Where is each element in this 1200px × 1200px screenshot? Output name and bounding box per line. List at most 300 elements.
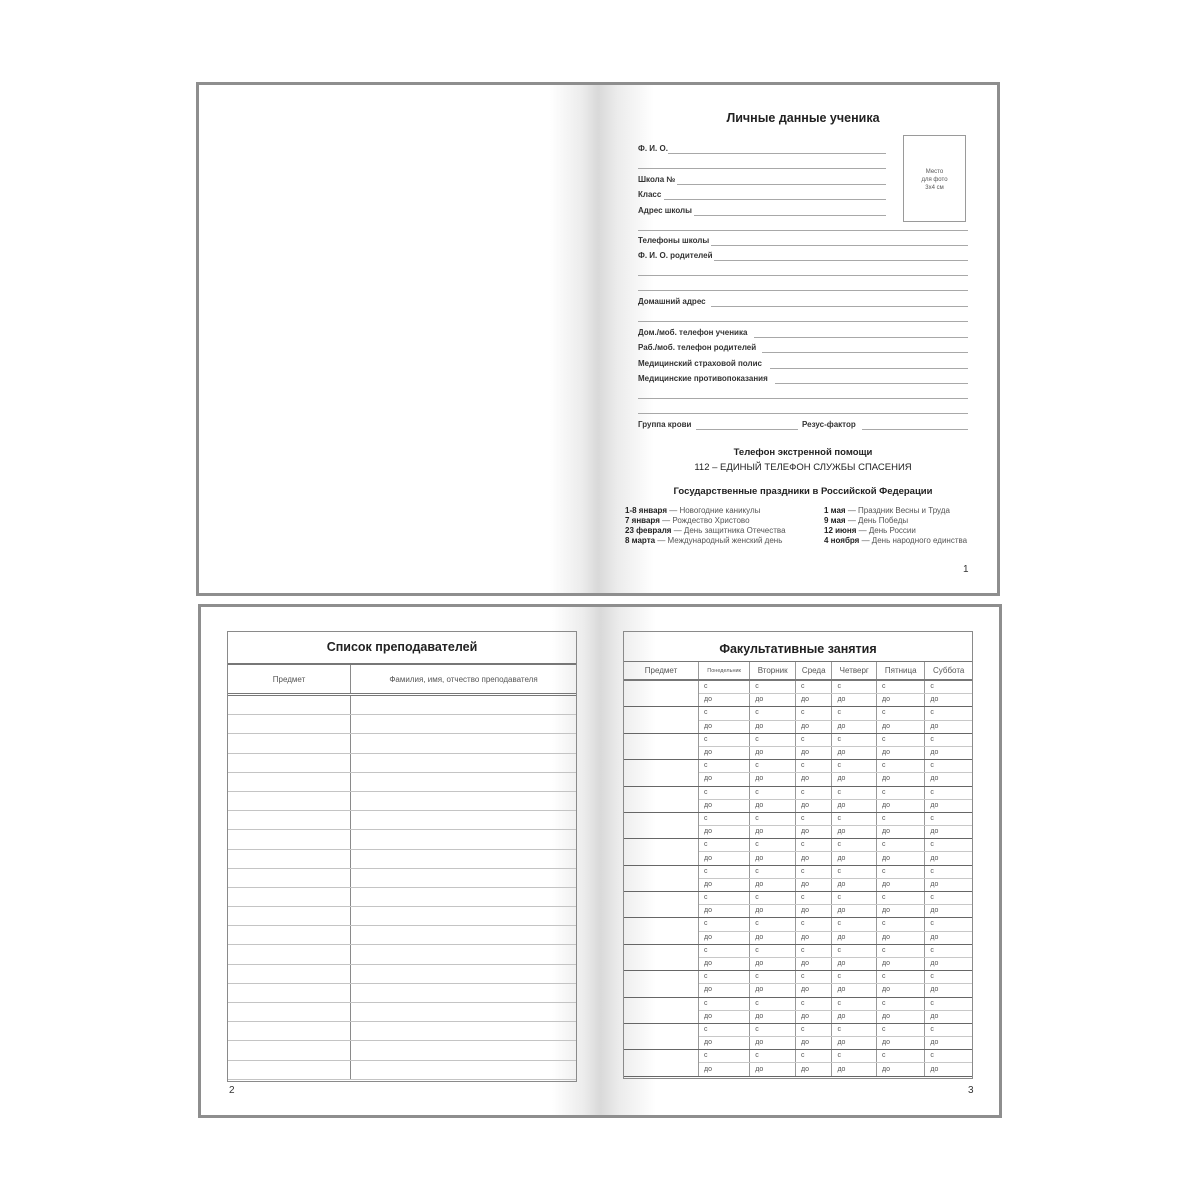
time-from-cell[interactable]: с xyxy=(925,944,972,957)
input-line-rh-factor[interactable] xyxy=(862,429,968,430)
time-from-cell[interactable]: с xyxy=(925,786,972,799)
elective-subject-cell[interactable] xyxy=(624,707,699,733)
time-to-cell[interactable]: до xyxy=(796,720,832,733)
time-to-cell[interactable]: до xyxy=(832,694,877,707)
time-to-cell[interactable]: до xyxy=(877,720,925,733)
teachers-row xyxy=(228,811,576,830)
time-to-cell[interactable]: до xyxy=(750,746,796,759)
subject-cell[interactable] xyxy=(228,1022,351,1041)
time-to-cell[interactable]: до xyxy=(925,720,972,733)
elective-subject-cell[interactable] xyxy=(624,997,699,1023)
time-to-cell[interactable]: до xyxy=(750,984,796,997)
elective-row-from xyxy=(624,839,972,852)
time-from-cell[interactable]: с xyxy=(877,707,925,720)
input-line-parents-fio[interactable] xyxy=(714,260,968,261)
time-to-cell[interactable]: до xyxy=(699,694,750,707)
time-to-cell[interactable]: до xyxy=(832,957,877,970)
subject-cell[interactable] xyxy=(228,907,351,926)
elective-row-from xyxy=(624,733,972,746)
input-line-parents-phone[interactable] xyxy=(762,352,968,353)
input-line[interactable] xyxy=(638,290,968,291)
elective-subject-cell[interactable] xyxy=(624,760,699,786)
time-to-cell[interactable]: до xyxy=(832,746,877,759)
time-to-cell[interactable]: до xyxy=(750,852,796,865)
time-to-cell[interactable]: до xyxy=(832,1037,877,1050)
input-line-contraindications[interactable] xyxy=(775,383,968,384)
input-line-home-address[interactable] xyxy=(711,306,968,307)
time-from-cell[interactable]: с xyxy=(832,1050,877,1063)
time-from-cell[interactable]: с xyxy=(750,707,796,720)
input-line-school-phones[interactable] xyxy=(711,245,968,246)
time-to-cell[interactable]: до xyxy=(699,773,750,786)
time-to-cell[interactable]: до xyxy=(796,1063,832,1076)
time-from-cell[interactable]: с xyxy=(832,1023,877,1036)
teacher-name-cell[interactable] xyxy=(351,753,577,772)
time-to-cell[interactable]: до xyxy=(925,1063,972,1076)
time-from-cell[interactable]: с xyxy=(796,918,832,931)
elective-row-from xyxy=(624,944,972,957)
elective-row-from xyxy=(624,918,972,931)
teacher-name-cell[interactable] xyxy=(351,1003,577,1022)
time-to-cell[interactable]: до xyxy=(699,746,750,759)
column-header-subject: Предмет xyxy=(228,665,351,695)
time-to-cell[interactable]: до xyxy=(877,773,925,786)
time-from-cell[interactable]: с xyxy=(796,812,832,825)
time-to-cell[interactable]: до xyxy=(699,799,750,812)
subject-cell[interactable] xyxy=(228,964,351,983)
time-from-cell[interactable]: с xyxy=(750,839,796,852)
input-line-fio[interactable] xyxy=(668,153,886,154)
time-from-cell[interactable]: с xyxy=(877,760,925,773)
subject-cell[interactable] xyxy=(228,1041,351,1060)
teachers-table-frame xyxy=(227,631,577,1082)
time-from-cell[interactable]: с xyxy=(832,812,877,825)
time-from-cell[interactable]: с xyxy=(925,733,972,746)
time-to-cell[interactable]: до xyxy=(925,799,972,812)
label-school-no: Школа № xyxy=(638,175,676,184)
time-from-cell[interactable]: с xyxy=(699,997,750,1010)
time-to-cell[interactable]: до xyxy=(925,905,972,918)
time-to-cell[interactable]: до xyxy=(699,1037,750,1050)
subject-cell[interactable] xyxy=(228,926,351,945)
time-from-cell[interactable]: с xyxy=(796,1023,832,1036)
elective-subject-cell[interactable] xyxy=(624,839,699,865)
time-from-cell[interactable]: с xyxy=(796,944,832,957)
time-to-cell[interactable]: до xyxy=(699,826,750,839)
time-to-cell[interactable]: до xyxy=(750,799,796,812)
subject-cell[interactable] xyxy=(228,734,351,753)
teacher-name-cell[interactable] xyxy=(351,1060,577,1079)
elective-subject-cell[interactable] xyxy=(624,944,699,970)
time-from-cell[interactable]: с xyxy=(832,892,877,905)
time-from-cell[interactable]: с xyxy=(877,1023,925,1036)
teacher-name-cell[interactable] xyxy=(351,1041,577,1060)
time-from-cell[interactable]: с xyxy=(699,865,750,878)
subject-cell[interactable] xyxy=(228,945,351,964)
time-from-cell[interactable]: с xyxy=(877,680,925,694)
teacher-name-cell[interactable] xyxy=(351,849,577,868)
time-to-cell[interactable]: до xyxy=(796,826,832,839)
teacher-name-cell[interactable] xyxy=(351,734,577,753)
time-from-cell[interactable]: с xyxy=(832,707,877,720)
time-from-cell[interactable]: с xyxy=(699,1023,750,1036)
teachers-table xyxy=(228,665,576,1080)
time-to-cell[interactable]: до xyxy=(796,984,832,997)
teacher-name-cell[interactable] xyxy=(351,945,577,964)
time-to-cell[interactable]: до xyxy=(832,931,877,944)
teachers-row xyxy=(228,1041,576,1060)
time-to-cell[interactable]: до xyxy=(699,878,750,891)
time-to-cell[interactable]: до xyxy=(832,878,877,891)
time-to-cell[interactable]: до xyxy=(750,1063,796,1076)
time-from-cell[interactable]: с xyxy=(925,997,972,1010)
time-from-cell[interactable]: с xyxy=(796,892,832,905)
time-to-cell[interactable]: до xyxy=(796,1010,832,1023)
time-to-cell[interactable]: до xyxy=(832,1063,877,1076)
time-from-cell[interactable]: с xyxy=(832,918,877,931)
time-to-cell[interactable]: до xyxy=(877,1037,925,1050)
input-line[interactable] xyxy=(638,398,968,399)
time-to-cell[interactable]: до xyxy=(832,773,877,786)
time-to-cell[interactable]: до xyxy=(877,694,925,707)
teacher-name-cell[interactable] xyxy=(351,811,577,830)
time-to-cell[interactable]: до xyxy=(925,1010,972,1023)
time-to-cell[interactable]: до xyxy=(877,852,925,865)
time-from-cell[interactable]: с xyxy=(750,1023,796,1036)
time-from-cell[interactable]: с xyxy=(699,812,750,825)
time-from-cell[interactable]: с xyxy=(699,1050,750,1063)
time-from-cell[interactable]: с xyxy=(796,733,832,746)
time-to-cell[interactable]: до xyxy=(796,905,832,918)
elective-row-from xyxy=(624,812,972,825)
time-from-cell[interactable]: с xyxy=(699,971,750,984)
column-header-wednesday: Среда xyxy=(796,662,832,680)
time-from-cell[interactable]: с xyxy=(877,1050,925,1063)
time-to-cell[interactable]: до xyxy=(796,957,832,970)
label-insurance: Медицинский страховой полис xyxy=(638,359,762,368)
teacher-name-cell[interactable] xyxy=(351,830,577,849)
photo-placeholder xyxy=(903,135,966,222)
teachers-row xyxy=(228,830,576,849)
time-to-cell[interactable]: до xyxy=(750,1037,796,1050)
time-from-cell[interactable]: с xyxy=(832,680,877,694)
elective-row-from xyxy=(624,892,972,905)
time-from-cell[interactable]: с xyxy=(796,839,832,852)
column-header-subject: Предмет xyxy=(624,662,699,680)
teacher-name-cell[interactable] xyxy=(351,772,577,791)
subject-cell[interactable] xyxy=(228,1003,351,1022)
time-from-cell[interactable]: с xyxy=(750,892,796,905)
input-line-school-address[interactable] xyxy=(694,215,886,216)
time-from-cell[interactable]: с xyxy=(925,839,972,852)
time-to-cell[interactable]: до xyxy=(750,957,796,970)
time-from-cell[interactable]: с xyxy=(796,971,832,984)
input-line[interactable] xyxy=(638,275,968,276)
label-school-address: Адрес школы xyxy=(638,206,692,215)
time-to-cell[interactable]: до xyxy=(750,826,796,839)
column-header-monday: Понедельник xyxy=(699,662,750,680)
time-from-cell[interactable]: с xyxy=(832,971,877,984)
time-to-cell[interactable]: до xyxy=(877,746,925,759)
teacher-name-cell[interactable] xyxy=(351,695,577,715)
time-from-cell[interactable]: с xyxy=(877,865,925,878)
subject-cell[interactable] xyxy=(228,695,351,715)
time-to-cell[interactable]: до xyxy=(832,799,877,812)
time-from-cell[interactable]: с xyxy=(750,865,796,878)
time-from-cell[interactable]: с xyxy=(877,812,925,825)
time-to-cell[interactable]: до xyxy=(832,984,877,997)
time-from-cell[interactable]: с xyxy=(699,760,750,773)
time-to-cell[interactable]: до xyxy=(750,878,796,891)
elective-subject-cell[interactable] xyxy=(624,1023,699,1049)
subject-cell[interactable] xyxy=(228,715,351,734)
time-to-cell[interactable]: до xyxy=(750,720,796,733)
time-to-cell[interactable]: до xyxy=(796,746,832,759)
elective-subject-cell[interactable] xyxy=(624,918,699,944)
page-number: 1 xyxy=(963,564,969,575)
time-to-cell[interactable]: до xyxy=(832,1010,877,1023)
time-to-cell[interactable]: до xyxy=(699,931,750,944)
input-line[interactable] xyxy=(638,230,968,231)
label-fio: Ф. И. О. xyxy=(638,144,668,153)
time-to-cell[interactable]: до xyxy=(925,878,972,891)
time-from-cell[interactable]: с xyxy=(750,812,796,825)
time-from-cell[interactable]: с xyxy=(877,733,925,746)
page-title: Личные данные ученика xyxy=(726,111,880,125)
time-from-cell[interactable]: с xyxy=(925,707,972,720)
time-from-cell[interactable]: с xyxy=(925,892,972,905)
time-to-cell[interactable]: до xyxy=(877,826,925,839)
holiday-item: 1 мая — Праздник Весны и Труда xyxy=(824,506,950,515)
time-from-cell[interactable]: с xyxy=(699,733,750,746)
time-to-cell[interactable]: до xyxy=(877,931,925,944)
time-to-cell[interactable]: до xyxy=(750,931,796,944)
elective-subject-cell[interactable] xyxy=(624,865,699,891)
elective-row-from xyxy=(624,971,972,984)
time-to-cell[interactable]: до xyxy=(796,694,832,707)
input-line-student-phone[interactable] xyxy=(754,337,968,338)
teachers-row xyxy=(228,945,576,964)
time-from-cell[interactable]: с xyxy=(796,760,832,773)
input-line[interactable] xyxy=(638,321,968,322)
time-from-cell[interactable]: с xyxy=(750,733,796,746)
time-from-cell[interactable]: с xyxy=(832,760,877,773)
time-from-cell[interactable]: с xyxy=(796,997,832,1010)
time-from-cell[interactable]: с xyxy=(877,918,925,931)
time-to-cell[interactable]: до xyxy=(750,694,796,707)
time-from-cell[interactable]: с xyxy=(796,680,832,694)
time-from-cell[interactable]: с xyxy=(832,865,877,878)
teacher-name-cell[interactable] xyxy=(351,926,577,945)
time-from-cell[interactable]: с xyxy=(925,971,972,984)
time-from-cell[interactable]: с xyxy=(877,786,925,799)
time-from-cell[interactable]: с xyxy=(925,680,972,694)
elective-subject-cell[interactable] xyxy=(624,812,699,838)
time-to-cell[interactable]: до xyxy=(925,931,972,944)
time-from-cell[interactable]: с xyxy=(699,839,750,852)
teacher-name-cell[interactable] xyxy=(351,964,577,983)
time-to-cell[interactable]: до xyxy=(699,720,750,733)
time-to-cell[interactable]: до xyxy=(832,720,877,733)
time-from-cell[interactable]: с xyxy=(877,892,925,905)
electives-table xyxy=(624,662,972,1077)
subject-cell[interactable] xyxy=(228,1060,351,1079)
time-from-cell[interactable]: с xyxy=(796,707,832,720)
time-from-cell[interactable]: с xyxy=(750,918,796,931)
input-line-school-no[interactable] xyxy=(677,184,886,185)
label-parents-phone: Раб./моб. телефон родителей xyxy=(638,343,757,352)
spread-top xyxy=(196,82,1000,596)
time-from-cell[interactable]: с xyxy=(796,1050,832,1063)
time-to-cell[interactable]: до xyxy=(925,746,972,759)
teachers-row xyxy=(228,983,576,1002)
time-to-cell[interactable]: до xyxy=(750,1010,796,1023)
elective-subject-cell[interactable] xyxy=(624,971,699,997)
time-from-cell[interactable]: с xyxy=(925,918,972,931)
time-from-cell[interactable]: с xyxy=(925,760,972,773)
subject-cell[interactable] xyxy=(228,811,351,830)
input-line[interactable] xyxy=(638,413,968,414)
time-to-cell[interactable]: до xyxy=(699,984,750,997)
time-to-cell[interactable]: до xyxy=(925,984,972,997)
holidays-title: Государственные праздники в Российской Федерации xyxy=(673,486,933,497)
time-from-cell[interactable]: с xyxy=(832,944,877,957)
time-from-cell[interactable]: с xyxy=(750,971,796,984)
time-to-cell[interactable]: до xyxy=(925,773,972,786)
teachers-row xyxy=(228,964,576,983)
time-to-cell[interactable]: до xyxy=(877,957,925,970)
time-from-cell[interactable]: с xyxy=(832,839,877,852)
subject-cell[interactable] xyxy=(228,887,351,906)
time-to-cell[interactable]: до xyxy=(925,826,972,839)
subject-cell[interactable] xyxy=(228,830,351,849)
input-line-insurance[interactable] xyxy=(770,368,968,369)
input-line-blood-group[interactable] xyxy=(696,429,798,430)
time-to-cell[interactable]: до xyxy=(796,852,832,865)
teacher-name-cell[interactable] xyxy=(351,887,577,906)
time-from-cell[interactable]: с xyxy=(877,944,925,957)
teachers-row xyxy=(228,1022,576,1041)
time-from-cell[interactable]: с xyxy=(877,971,925,984)
time-to-cell[interactable]: до xyxy=(832,905,877,918)
time-from-cell[interactable]: с xyxy=(832,786,877,799)
elective-subject-cell[interactable] xyxy=(624,892,699,918)
holiday-item: 1-8 января — Новогодние каникулы xyxy=(625,506,761,515)
time-to-cell[interactable]: до xyxy=(925,694,972,707)
time-from-cell[interactable]: с xyxy=(877,839,925,852)
teachers-row xyxy=(228,772,576,791)
time-to-cell[interactable]: до xyxy=(925,957,972,970)
time-from-cell[interactable]: с xyxy=(699,680,750,694)
subject-cell[interactable] xyxy=(228,772,351,791)
time-to-cell[interactable]: до xyxy=(796,773,832,786)
page-blank xyxy=(199,85,598,593)
time-from-cell[interactable]: с xyxy=(750,944,796,957)
time-from-cell[interactable]: с xyxy=(877,997,925,1010)
time-to-cell[interactable]: до xyxy=(796,799,832,812)
teacher-name-cell[interactable] xyxy=(351,983,577,1002)
subject-cell[interactable] xyxy=(228,983,351,1002)
elective-subject-cell[interactable] xyxy=(624,786,699,812)
time-to-cell[interactable]: до xyxy=(925,1037,972,1050)
time-to-cell[interactable]: до xyxy=(796,878,832,891)
holidays-list-left xyxy=(625,506,786,546)
time-to-cell[interactable]: до xyxy=(699,957,750,970)
holidays-list-right xyxy=(824,506,967,546)
time-to-cell[interactable]: до xyxy=(925,852,972,865)
input-line[interactable] xyxy=(638,168,886,169)
elective-row-from xyxy=(624,786,972,799)
time-from-cell[interactable]: с xyxy=(832,733,877,746)
subject-cell[interactable] xyxy=(228,753,351,772)
time-from-cell[interactable]: с xyxy=(699,892,750,905)
teacher-name-cell[interactable] xyxy=(351,791,577,810)
time-from-cell[interactable]: с xyxy=(925,812,972,825)
time-from-cell[interactable]: с xyxy=(925,865,972,878)
time-to-cell[interactable]: до xyxy=(750,773,796,786)
elective-subject-cell[interactable] xyxy=(624,680,699,707)
time-to-cell[interactable]: до xyxy=(877,905,925,918)
teacher-name-cell[interactable] xyxy=(351,715,577,734)
time-to-cell[interactable]: до xyxy=(796,1037,832,1050)
time-from-cell[interactable]: с xyxy=(750,997,796,1010)
time-to-cell[interactable]: до xyxy=(699,1010,750,1023)
time-from-cell[interactable]: с xyxy=(925,1023,972,1036)
teacher-name-cell[interactable] xyxy=(351,1022,577,1041)
time-from-cell[interactable]: с xyxy=(699,944,750,957)
elective-subject-cell[interactable] xyxy=(624,733,699,759)
time-from-cell[interactable]: с xyxy=(796,786,832,799)
time-from-cell[interactable]: с xyxy=(699,918,750,931)
time-to-cell[interactable]: до xyxy=(877,1063,925,1076)
time-from-cell[interactable]: с xyxy=(699,707,750,720)
time-to-cell[interactable]: до xyxy=(877,799,925,812)
label-school-phones: Телефоны школы xyxy=(638,236,710,245)
label-student-phone: Дом./моб. телефон ученика xyxy=(638,328,748,337)
time-to-cell[interactable]: до xyxy=(699,1063,750,1076)
time-from-cell[interactable]: с xyxy=(750,680,796,694)
subject-cell[interactable] xyxy=(228,868,351,887)
time-from-cell[interactable]: с xyxy=(796,865,832,878)
teachers-row xyxy=(228,1003,576,1022)
input-line-class[interactable] xyxy=(664,199,886,200)
time-to-cell[interactable]: до xyxy=(699,852,750,865)
teachers-title: Список преподавателей xyxy=(228,632,576,665)
time-to-cell[interactable]: до xyxy=(832,852,877,865)
time-from-cell[interactable]: с xyxy=(750,760,796,773)
elective-subject-cell[interactable] xyxy=(624,1050,699,1076)
subject-cell[interactable] xyxy=(228,791,351,810)
time-to-cell[interactable]: до xyxy=(832,826,877,839)
time-from-cell[interactable]: с xyxy=(699,786,750,799)
time-to-cell[interactable]: до xyxy=(877,984,925,997)
time-from-cell[interactable]: с xyxy=(750,786,796,799)
time-to-cell[interactable]: до xyxy=(796,931,832,944)
teacher-name-cell[interactable] xyxy=(351,868,577,887)
time-from-cell[interactable]: с xyxy=(925,1050,972,1063)
time-to-cell[interactable]: до xyxy=(877,1010,925,1023)
photo-label: Место xyxy=(925,169,944,175)
time-to-cell[interactable]: до xyxy=(699,905,750,918)
column-header-friday: Пятница xyxy=(877,662,925,680)
teachers-row xyxy=(228,1060,576,1079)
time-from-cell[interactable]: с xyxy=(832,997,877,1010)
time-to-cell[interactable]: до xyxy=(877,878,925,891)
teacher-name-cell[interactable] xyxy=(351,907,577,926)
time-to-cell[interactable]: до xyxy=(750,905,796,918)
subject-cell[interactable] xyxy=(228,849,351,868)
time-from-cell[interactable]: с xyxy=(750,1050,796,1063)
